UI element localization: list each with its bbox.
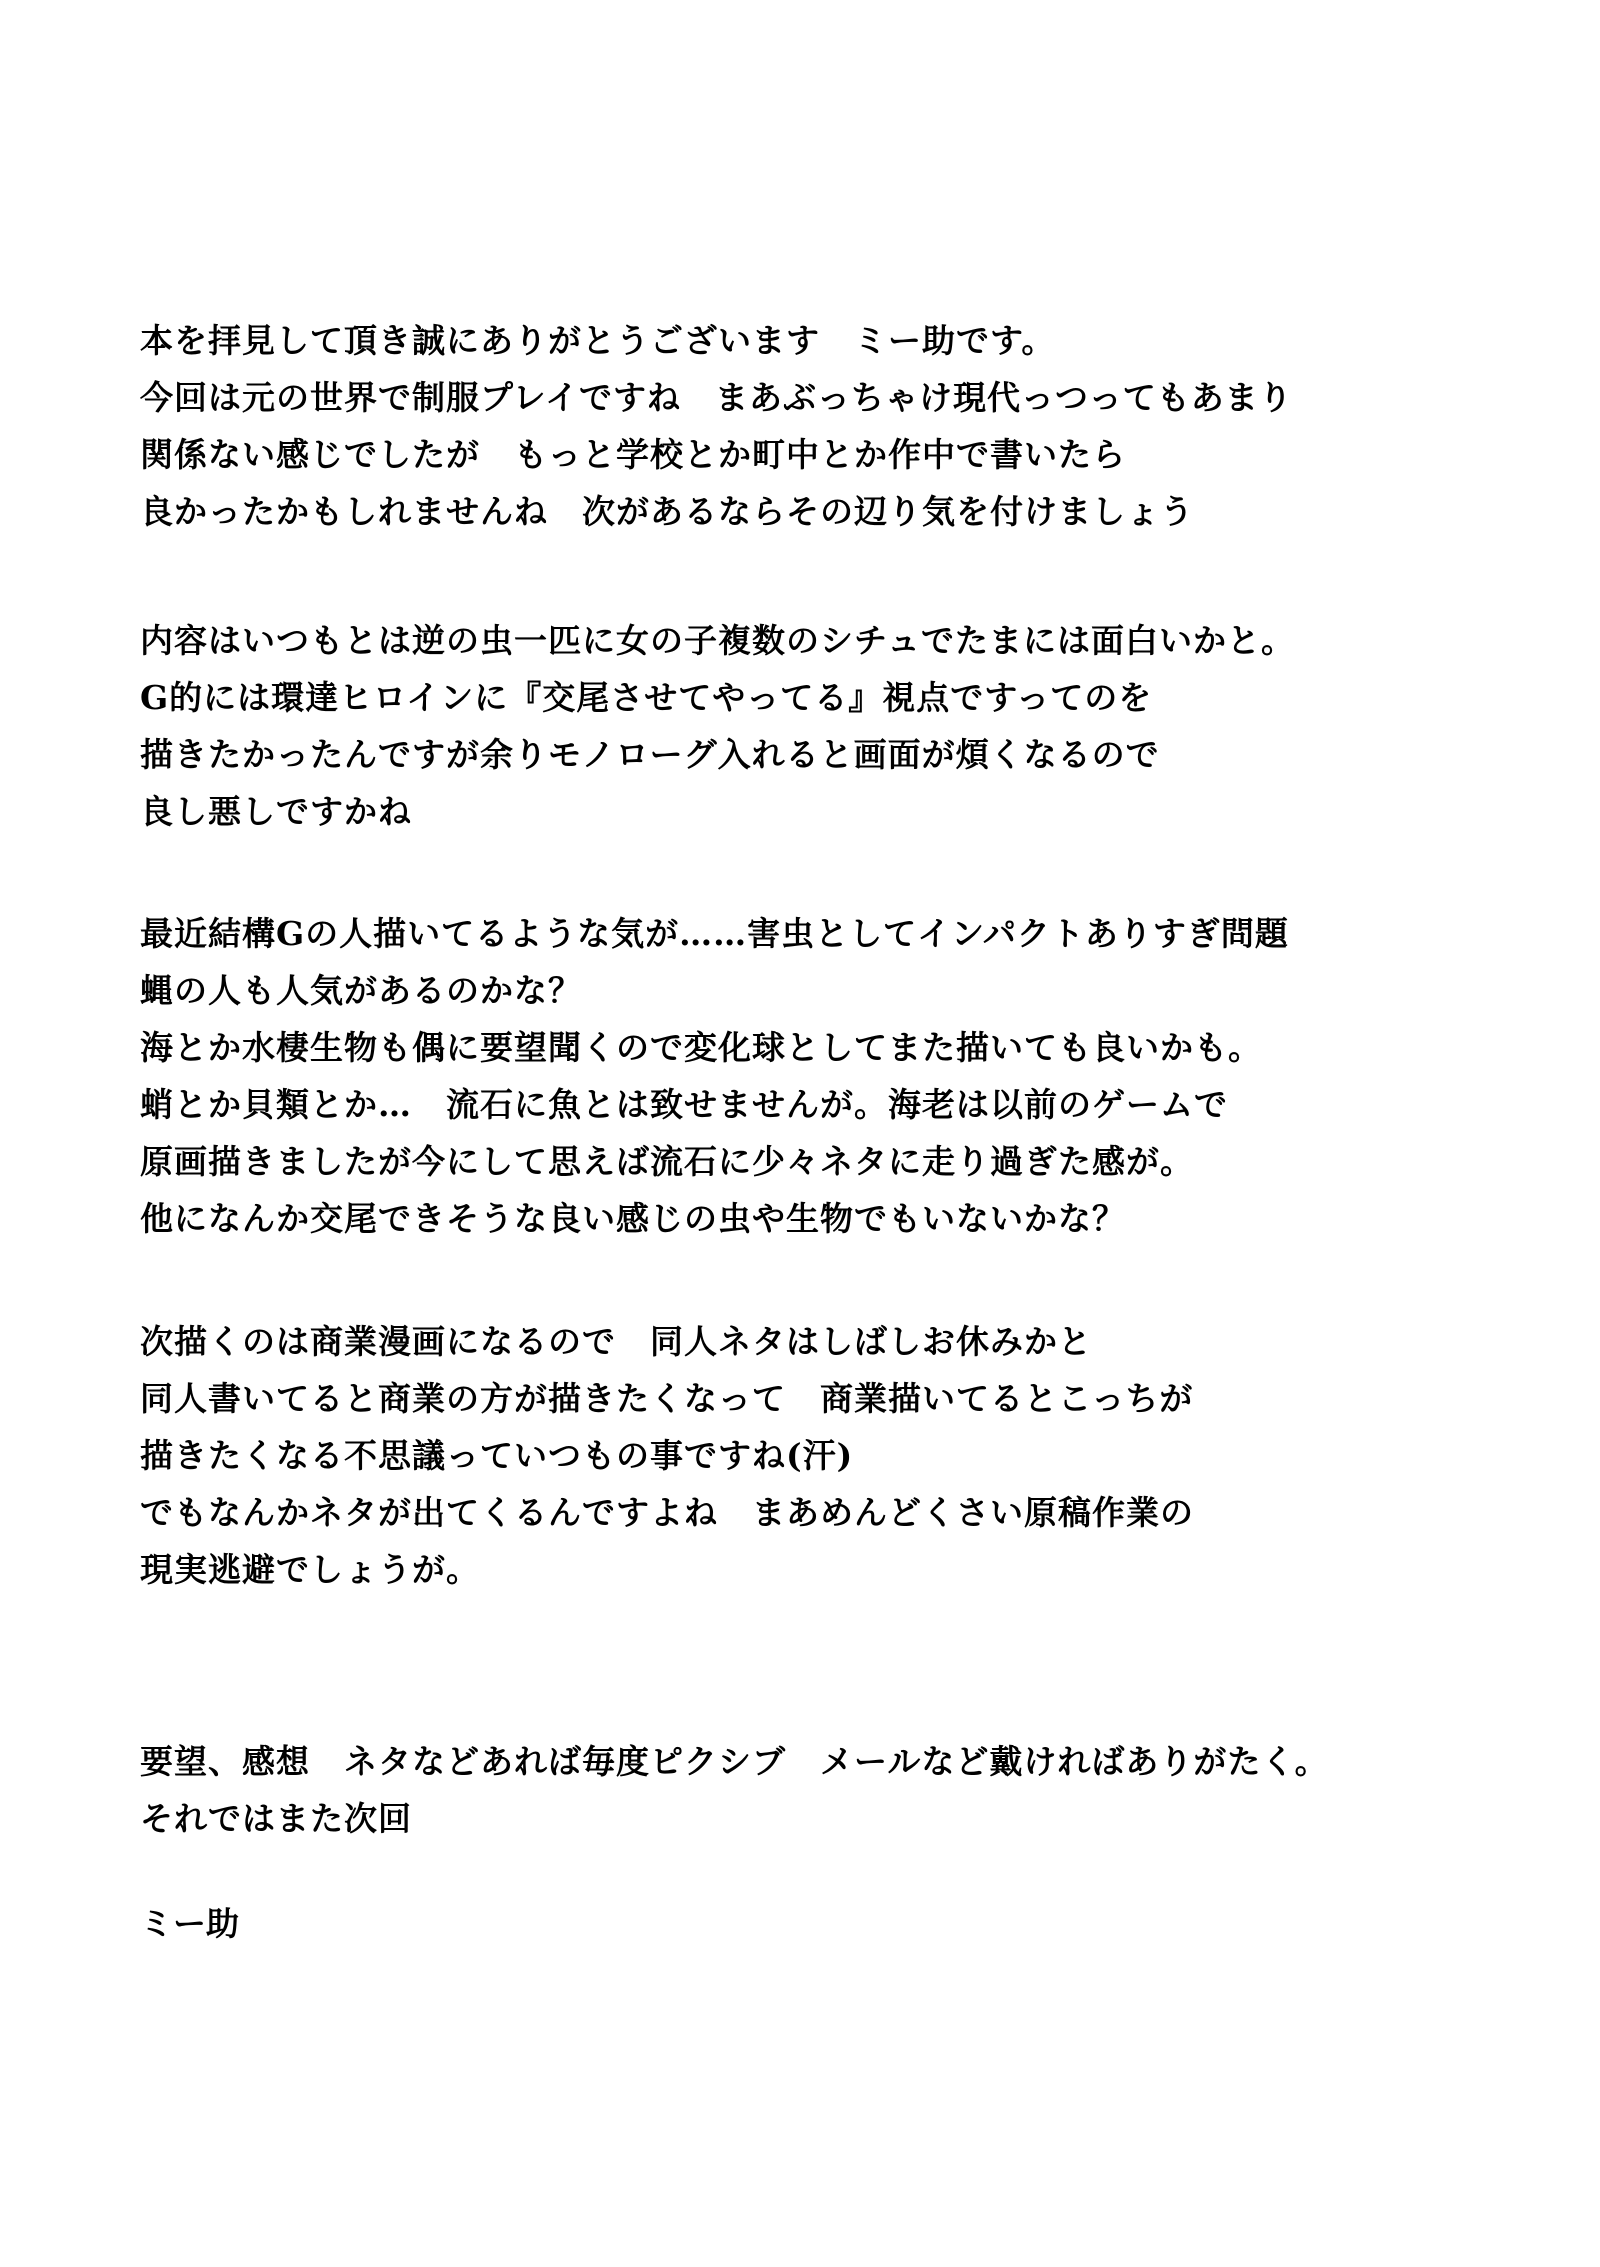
text-line: 現実逃避でしょうが。	[140, 1550, 480, 1589]
text-line: 描きたかったんですが余りモノローグ入れると画面が煩くなるので	[140, 735, 1160, 774]
text-line: それではまた次回	[140, 1799, 412, 1838]
paragraph-musings	[140, 905, 1289, 1247]
text-line: 他になんか交尾できそうな良い感じの虫や生物でもいないかな？	[140, 1199, 1126, 1238]
text-line: G的には環達ヒロインに『交尾させてやってる』視点ですってのを	[140, 678, 1153, 717]
text-block	[140, 312, 1329, 1952]
text-line: 内容はいつもとは逆の虫一匹に女の子複数のシチュでたまには面白いかと。	[140, 621, 1296, 660]
paragraph-greeting	[140, 312, 1293, 540]
text-line: でもなんかネタが出てくるんですよね まあめんどくさい原稿作業の	[140, 1493, 1194, 1532]
text-line: 海とか水棲生物も偶に要望聞くので変化球としてまた描いても良いかも。	[140, 1028, 1262, 1067]
paragraph-closing	[140, 1733, 1329, 1847]
text-line: 描きたくなる不思議っていつもの事ですね(汗)	[140, 1436, 854, 1475]
text-line: 良かったかもしれませんね 次があるならその辺り気を付けましょう	[140, 492, 1194, 531]
author-signature: ミー助	[140, 1904, 239, 1943]
paragraph-future-plans	[140, 1313, 1194, 1598]
text-line: 今回は元の世界で制服プレイですね まあぶっちゃけ現代っつってもあまり	[140, 378, 1293, 417]
text-line: 良し悪しですかね	[140, 792, 412, 831]
paragraph-content-notes	[140, 612, 1296, 840]
text-line: 要望、感想 ネタなどあれば毎度ピクシブ メールなど戴ければありがたく。	[140, 1742, 1329, 1781]
text-line: 最近結構Gの人描いてるような気が……害虫としてインパクトありすぎ問題	[140, 914, 1289, 953]
text-line: 蝿の人も人気があるのかな？	[140, 971, 582, 1010]
text-line: 同人書いてると商業の方が描きたくなって 商業描いてるとこっちが	[140, 1379, 1194, 1418]
text-line: 本を拝見して頂き誠にありがとうございます ミー助です。	[140, 321, 1056, 360]
text-line: 関係ない感じでしたが もっと学校とか町中とか作中で書いたら	[140, 435, 1126, 474]
text-line: 原画描きましたが今にして思えば流石に少々ネタに走り過ぎた感が。	[140, 1142, 1194, 1181]
text-line: 蛸とか貝類とか… 流石に魚とは致せませんが。海老は以前のゲームで	[140, 1085, 1228, 1124]
text-line: 次描くのは商業漫画になるので 同人ネタはしばしお休みかと	[140, 1322, 1092, 1361]
